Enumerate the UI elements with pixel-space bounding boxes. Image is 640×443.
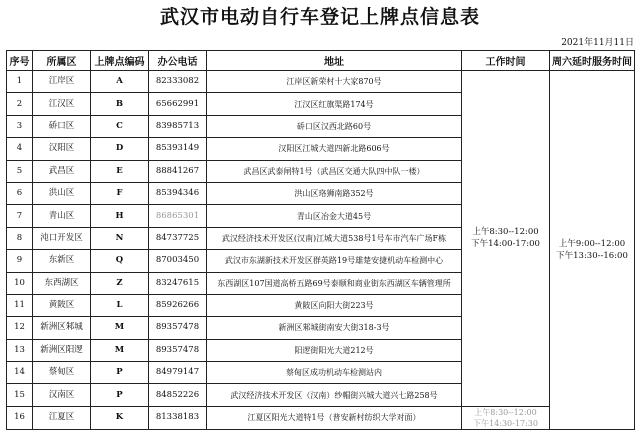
row-district: 沌口开发区 <box>33 227 91 249</box>
row-address: 江汉区红旗渠路174号 <box>207 93 462 115</box>
row-district: 黄陂区 <box>33 294 91 316</box>
row-district: 江夏区 <box>33 406 91 429</box>
row-phone: 81338183 <box>149 406 207 429</box>
row-number: 4 <box>7 138 33 160</box>
row-phone: 89357478 <box>149 317 207 339</box>
row-number: 11 <box>7 294 33 316</box>
row-code: B <box>91 93 149 115</box>
row-phone: 82333082 <box>149 71 207 93</box>
row-phone: 83985713 <box>149 115 207 137</box>
row-address: 洪山区珞狮南路352号 <box>207 182 462 204</box>
row-district: 汉阳区 <box>33 138 91 160</box>
row-district: 新洲区邾城 <box>33 317 91 339</box>
row-number: 2 <box>7 93 33 115</box>
row-code: H <box>91 205 149 227</box>
work-time-jiangxia-pm: 下午14:30-17:30 <box>473 418 538 428</box>
saturday-time-pm: 下午13:30--16:00 <box>556 250 628 261</box>
header-district: 所属区 <box>33 51 91 71</box>
work-time-pm: 下午14:00-17:00 <box>471 239 540 250</box>
row-number: 10 <box>7 272 33 294</box>
row-phone: 85394346 <box>149 182 207 204</box>
row-address: 蔡甸区成功机动车检测站内 <box>207 362 462 384</box>
header-address: 地址 <box>207 51 462 71</box>
work-time-jiangxia <box>462 406 550 429</box>
work-time-jiangxia-am: 上午8:30--12:00 <box>474 407 537 417</box>
row-address: 武汉经济技术开发区(汉南)江城大道538号1号车市汽车广场F栋 <box>207 227 462 249</box>
row-code: E <box>91 160 149 182</box>
row-phone: 87003450 <box>149 250 207 272</box>
row-address: 江岸区新荣村十大家870号 <box>207 71 462 93</box>
row-district: 东西湖区 <box>33 272 91 294</box>
header-no: 序号 <box>7 51 33 71</box>
row-phone: 84979147 <box>149 362 207 384</box>
row-number: 15 <box>7 384 33 406</box>
row-number: 12 <box>7 317 33 339</box>
row-number: 5 <box>7 160 33 182</box>
row-number: 8 <box>7 227 33 249</box>
row-code: Q <box>91 250 149 272</box>
row-address: 黄陂区向阳大街223号 <box>207 294 462 316</box>
row-phone: 83247615 <box>149 272 207 294</box>
row-number: 13 <box>7 339 33 361</box>
row-district: 江汉区 <box>33 93 91 115</box>
registration-points-table <box>6 50 635 430</box>
row-code: M <box>91 317 149 339</box>
saturday-time-am: 上午9:00--12:00 <box>558 238 626 249</box>
row-district: 武昌区 <box>33 160 91 182</box>
row-number: 7 <box>7 205 33 227</box>
row-number: 1 <box>7 71 33 93</box>
row-number: 9 <box>7 250 33 272</box>
page-title: 武汉市电动自行车登记上牌点信息表 <box>159 6 480 28</box>
row-code: A <box>91 71 149 93</box>
row-address: 硚口区汉西北路60号 <box>207 115 462 137</box>
row-district: 江岸区 <box>33 71 91 93</box>
row-number: 6 <box>7 182 33 204</box>
row-district: 青山区 <box>33 205 91 227</box>
header-saturday-time: 周六延时服务时间 <box>550 51 635 71</box>
header-code: 上牌点编码 <box>91 51 149 71</box>
row-code: F <box>91 182 149 204</box>
row-phone: 85393149 <box>149 138 207 160</box>
row-address: 汉阳区江城大道四新北路606号 <box>207 138 462 160</box>
row-phone: 65662991 <box>149 93 207 115</box>
row-address: 阳逻街阳光大道212号 <box>207 339 462 361</box>
row-phone: 86865301 <box>149 205 207 227</box>
report-date: 2021年11月11日 <box>561 38 634 48</box>
table-row <box>7 406 635 429</box>
row-code: D <box>91 138 149 160</box>
row-code: C <box>91 115 149 137</box>
row-phone: 88841267 <box>149 160 207 182</box>
row-code: L <box>91 294 149 316</box>
row-code: M <box>91 339 149 361</box>
row-district: 汉南区 <box>33 384 91 406</box>
row-code: Z <box>91 272 149 294</box>
row-address: 江夏区阳光大道特1号（普安新村纺织大学对面） <box>207 406 462 429</box>
work-time-shared <box>462 71 550 407</box>
row-address: 武汉市东湖新技术开发区群英路19号雄楚安捷机动车检测中心 <box>207 250 462 272</box>
row-number: 16 <box>7 406 33 429</box>
row-district: 蔡甸区 <box>33 362 91 384</box>
row-phone: 84737725 <box>149 227 207 249</box>
row-phone: 85926266 <box>149 294 207 316</box>
row-address: 武昌区武泰闸特1号（武昌区交通大队四中队一楼） <box>207 160 462 182</box>
row-code: P <box>91 384 149 406</box>
row-phone: 84852226 <box>149 384 207 406</box>
row-phone: 89357478 <box>149 339 207 361</box>
row-code: P <box>91 362 149 384</box>
row-district: 新洲区阳逻 <box>33 339 91 361</box>
row-district: 东新区 <box>33 250 91 272</box>
row-district: 硚口区 <box>33 115 91 137</box>
table-row <box>7 71 635 93</box>
row-address: 武汉经济技术开发区（汉南）纱帽街兴城大道兴七路258号 <box>207 384 462 406</box>
row-number: 14 <box>7 362 33 384</box>
row-code: K <box>91 406 149 429</box>
header-phone: 办公电话 <box>149 51 207 71</box>
row-number: 3 <box>7 115 33 137</box>
work-time-am: 上午8:30--12:00 <box>472 227 539 238</box>
row-district: 洪山区 <box>33 182 91 204</box>
row-address: 青山区冶金大道45号 <box>207 205 462 227</box>
table-header-row <box>7 51 635 71</box>
row-address: 新洲区邾城街南安大街318-3号 <box>207 317 462 339</box>
header-work-time: 工作时间 <box>462 51 550 71</box>
saturday-time-shared <box>550 71 635 430</box>
row-address: 东西湖区107国道高桥五路69号泰顺和商业街东西湖区车辆管理所 <box>207 272 462 294</box>
row-code: N <box>91 227 149 249</box>
